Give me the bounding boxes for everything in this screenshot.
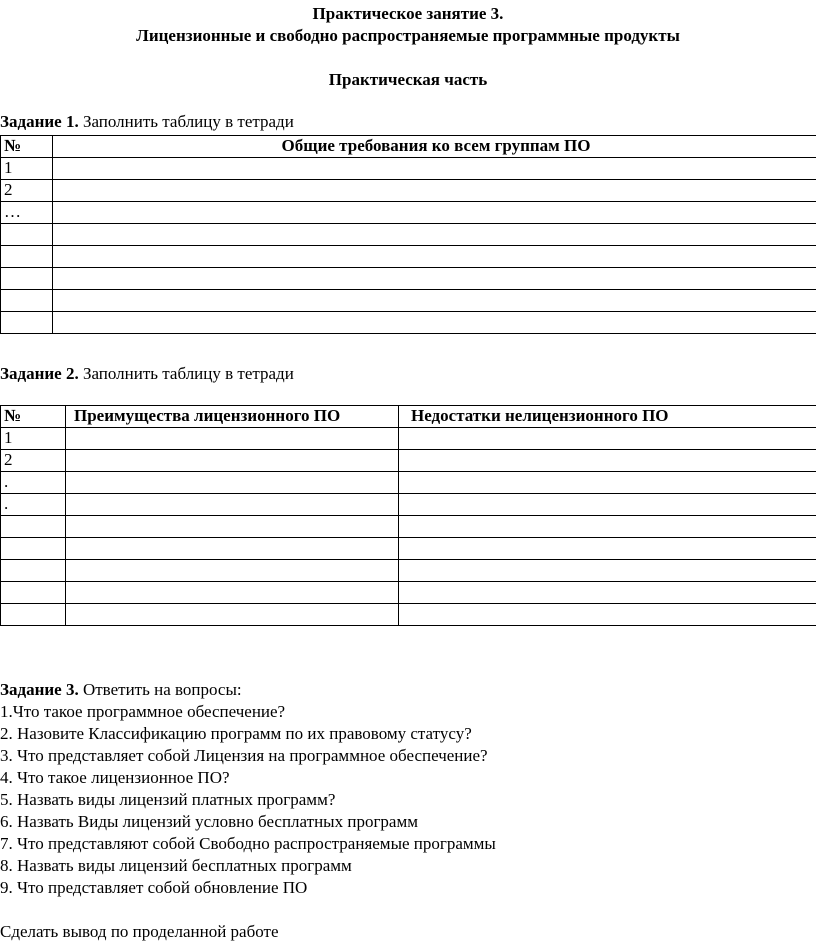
task2-row-num: . bbox=[1, 494, 66, 516]
task2-col-adv: Преимущества лицензионного ПО bbox=[66, 406, 399, 428]
task2-cell bbox=[66, 428, 399, 450]
question-item: 5. Назвать виды лицензий платных программ? bbox=[0, 790, 336, 809]
task1-row-num: 1 bbox=[1, 158, 53, 180]
task2-heading bbox=[0, 364, 294, 384]
task1-text: Заполнить таблицу в тетради bbox=[82, 112, 294, 131]
question-item: 8. Назвать виды лицензий бесплатных программ bbox=[0, 856, 352, 875]
task2-row-num: 1 bbox=[1, 428, 66, 450]
task1-cell bbox=[53, 224, 816, 246]
task2-cell bbox=[66, 516, 399, 538]
task2-cell bbox=[399, 516, 816, 538]
task1-cell bbox=[53, 202, 816, 224]
task1-col-req: Общие требования ко всем группам ПО bbox=[53, 136, 816, 158]
task3-label: Задание 3. bbox=[0, 680, 79, 699]
task3-heading bbox=[0, 680, 242, 700]
task1-row-num bbox=[1, 268, 53, 290]
task2-cell bbox=[399, 472, 816, 494]
task1-cell bbox=[53, 268, 816, 290]
section-title: Практическая часть bbox=[328, 70, 488, 89]
task1-row-num: … bbox=[1, 202, 53, 224]
task1-cell bbox=[53, 312, 816, 334]
task2-cell bbox=[66, 494, 399, 516]
task1-col-num: № bbox=[1, 136, 53, 158]
task2-cell bbox=[66, 560, 399, 582]
task2-label: Задание 2. bbox=[0, 364, 79, 383]
task1-row-num bbox=[1, 246, 53, 268]
task2-cell bbox=[399, 428, 816, 450]
task3-text: Ответить на вопросы: bbox=[82, 680, 242, 699]
task2-cell bbox=[66, 604, 399, 626]
task2-row-num bbox=[1, 604, 66, 626]
task1-table bbox=[0, 135, 816, 334]
task2-row-num bbox=[1, 560, 66, 582]
task2-cell bbox=[66, 472, 399, 494]
question-item: 2. Назовите Классификацию программ по их правовому статусу? bbox=[0, 724, 472, 743]
question-item: 3. Что представляет собой Лицензия на программное обеспечение? bbox=[0, 746, 488, 765]
task2-col-num: № bbox=[1, 406, 66, 428]
task2-cell bbox=[66, 582, 399, 604]
task1-row-num bbox=[1, 224, 53, 246]
task2-text: Заполнить таблицу в тетради bbox=[82, 364, 294, 383]
task2-cell bbox=[66, 450, 399, 472]
task1-row-num: 2 bbox=[1, 180, 53, 202]
question-item: 4. Что такое лицензионное ПО? bbox=[0, 768, 230, 787]
task2-row-num bbox=[1, 516, 66, 538]
task2-cell bbox=[399, 494, 816, 516]
task2-cell bbox=[399, 582, 816, 604]
conclusion-text: Сделать вывод по проделанной работе bbox=[0, 922, 279, 941]
question-item: 7. Что представляют собой Свободно распространяемые программы bbox=[0, 834, 496, 853]
question-item: 9. Что представляет собой обновление ПО bbox=[0, 878, 308, 897]
task1-row-num bbox=[1, 312, 53, 334]
task2-cell bbox=[399, 560, 816, 582]
page-subtitle: Лицензионные и свободно распространяемые программные продукты bbox=[136, 26, 680, 45]
task2-cell bbox=[399, 604, 816, 626]
task2-row-num bbox=[1, 582, 66, 604]
question-item: 1.Что такое программное обеспечение? bbox=[0, 702, 286, 721]
task1-cell bbox=[53, 180, 816, 202]
task1-label: Задание 1. bbox=[0, 112, 79, 131]
task2-row-num bbox=[1, 538, 66, 560]
question-item: 6. Назвать Виды лицензий условно бесплатных программ bbox=[0, 812, 418, 831]
task1-cell bbox=[53, 290, 816, 312]
task2-row-num: 2 bbox=[1, 450, 66, 472]
task2-col-dis: Недостатки нелицензионного ПО bbox=[399, 406, 816, 428]
task2-cell bbox=[399, 450, 816, 472]
task1-cell bbox=[53, 246, 816, 268]
task1-row-num bbox=[1, 290, 53, 312]
task2-cell bbox=[399, 538, 816, 560]
task2-cell bbox=[66, 538, 399, 560]
page-title: Практическое занятие 3. bbox=[312, 4, 504, 23]
task1-heading bbox=[0, 112, 294, 132]
task2-table bbox=[0, 405, 816, 626]
task2-row-num: . bbox=[1, 472, 66, 494]
task1-cell bbox=[53, 158, 816, 180]
